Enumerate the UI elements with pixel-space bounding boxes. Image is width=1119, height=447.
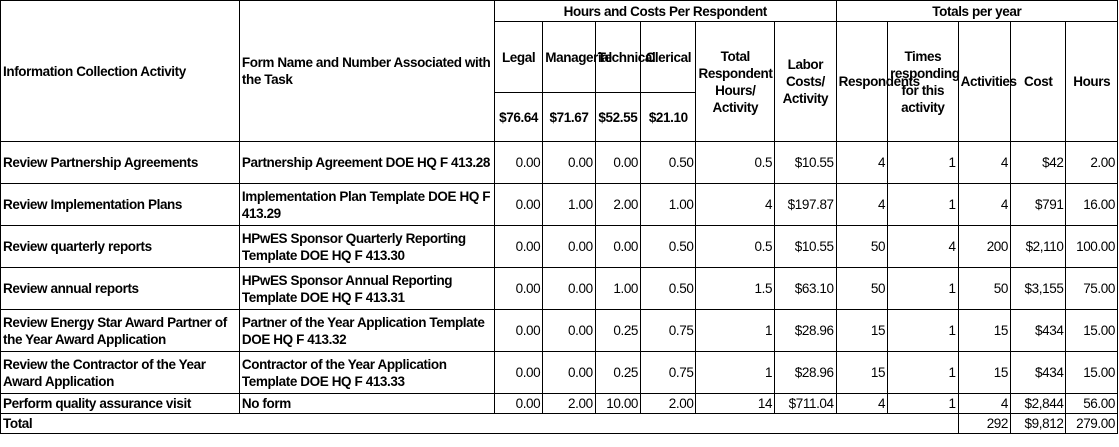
respondents-cell: 4 — [836, 142, 887, 184]
cost-cell: $2,844 — [1011, 394, 1066, 414]
respondents-cell: 50 — [836, 268, 887, 310]
total-hours-cell: 1 — [696, 310, 775, 352]
managerial-cell: 0.00 — [543, 142, 595, 184]
form-cell: No form — [239, 394, 494, 414]
total-hours-cell: 4 — [696, 184, 775, 226]
form-cell: Partner of the Year Application Template DOE HQ F 413.32 — [239, 310, 494, 352]
hours-cell: 16.00 — [1066, 184, 1118, 226]
legal-cell: 0.00 — [494, 310, 542, 352]
header-legal: Legal — [494, 22, 542, 93]
activity-cell: Review Partnership Agreements — [1, 142, 240, 184]
legal-cell: 0.00 — [494, 184, 542, 226]
hours-cell: 75.00 — [1066, 268, 1118, 310]
cost-cell: $42 — [1011, 142, 1066, 184]
labor-costs-cell: $10.55 — [775, 142, 837, 184]
header-clerical: Clerical — [641, 22, 696, 93]
total-hours-cell: 0.5 — [696, 142, 775, 184]
rate-legal: $76.64 — [494, 93, 542, 142]
clerical-cell: 2.00 — [641, 394, 696, 414]
hours-cell: 15.00 — [1066, 310, 1118, 352]
times-cell: 1 — [888, 394, 959, 414]
table-row — [1, 142, 1118, 184]
table-row — [1, 268, 1118, 310]
times-cell: 1 — [888, 184, 959, 226]
labor-costs-cell: $197.87 — [775, 184, 837, 226]
respondents-cell: 4 — [836, 184, 887, 226]
cost-cell: $434 — [1011, 352, 1066, 394]
labor-costs-cell: $10.55 — [775, 226, 837, 268]
activity-cell: Review quarterly reports — [1, 226, 240, 268]
form-cell: Partnership Agreement DOE HQ F 413.28 — [239, 142, 494, 184]
clerical-cell: 0.50 — [641, 268, 696, 310]
cost-cell: $2,110 — [1011, 226, 1066, 268]
labor-costs-cell: $711.04 — [775, 394, 837, 414]
total-activities-cell: 292 — [958, 414, 1010, 434]
header-hours: Hours — [1066, 22, 1118, 142]
technical-cell: 10.00 — [595, 394, 640, 414]
table-row — [1, 352, 1118, 394]
clerical-cell: 0.75 — [641, 310, 696, 352]
header-activity: Information Collection Activity — [1, 1, 240, 142]
total-hours-cell: 14 — [696, 394, 775, 414]
respondents-cell: 50 — [836, 226, 887, 268]
header-times-responding: Times responding for this activity — [888, 22, 959, 142]
times-cell: 1 — [888, 352, 959, 394]
form-cell: Implementation Plan Template DOE HQ F 413.29 — [239, 184, 494, 226]
managerial-cell: 0.00 — [543, 352, 595, 394]
activities-cell: 50 — [958, 268, 1010, 310]
cost-cell: $3,155 — [1011, 268, 1066, 310]
total-label: Total — [1, 414, 959, 434]
header-cost: Cost — [1011, 22, 1066, 142]
table-row — [1, 226, 1118, 268]
respondents-cell: 15 — [836, 310, 887, 352]
clerical-cell: 0.50 — [641, 142, 696, 184]
hours-cell: 100.00 — [1066, 226, 1118, 268]
header-group-totals: Totals per year — [836, 1, 1117, 22]
header-respondents: Respondents — [836, 22, 887, 142]
form-cell: Contractor of the Year Application Template DOE HQ F 413.33 — [239, 352, 494, 394]
times-cell: 1 — [888, 310, 959, 352]
header-managerial: Managerial — [543, 22, 595, 93]
rate-technical: $52.55 — [595, 93, 640, 142]
activities-cell: 4 — [958, 394, 1010, 414]
clerical-cell: 0.75 — [641, 352, 696, 394]
rate-clerical: $21.10 — [641, 93, 696, 142]
managerial-cell: 1.00 — [543, 184, 595, 226]
total-hours-cell: 0.5 — [696, 226, 775, 268]
legal-cell: 0.00 — [494, 394, 542, 414]
hours-cell: 2.00 — [1066, 142, 1118, 184]
legal-cell: 0.00 — [494, 142, 542, 184]
activity-cell: Review Implementation Plans — [1, 184, 240, 226]
header-total-hours: Total Respondent Hours/ Activity — [696, 22, 775, 142]
cost-cell: $434 — [1011, 310, 1066, 352]
total-hours-cell: 279.00 — [1066, 414, 1118, 434]
header-activities: Activities — [958, 22, 1010, 142]
table-row — [1, 310, 1118, 352]
legal-cell: 0.00 — [494, 268, 542, 310]
table-row — [1, 184, 1118, 226]
labor-costs-cell: $63.10 — [775, 268, 837, 310]
legal-cell: 0.00 — [494, 226, 542, 268]
managerial-cell: 0.00 — [543, 310, 595, 352]
times-cell: 1 — [888, 142, 959, 184]
activity-cell: Review annual reports — [1, 268, 240, 310]
total-cost-cell: $9,812 — [1011, 414, 1066, 434]
hours-cell: 56.00 — [1066, 394, 1118, 414]
managerial-cell: 0.00 — [543, 226, 595, 268]
clerical-cell: 1.00 — [641, 184, 696, 226]
technical-cell: 0.25 — [595, 310, 640, 352]
header-form: Form Name and Number Associated with the Task — [239, 1, 494, 142]
technical-cell: 1.00 — [595, 268, 640, 310]
activities-cell: 200 — [958, 226, 1010, 268]
activities-cell: 15 — [958, 310, 1010, 352]
technical-cell: 0.25 — [595, 352, 640, 394]
managerial-cell: 0.00 — [543, 268, 595, 310]
respondents-cell: 4 — [836, 394, 887, 414]
technical-cell: 0.00 — [595, 142, 640, 184]
total-hours-cell: 1 — [696, 352, 775, 394]
clerical-cell: 0.50 — [641, 226, 696, 268]
labor-costs-cell: $28.96 — [775, 352, 837, 394]
legal-cell: 0.00 — [494, 352, 542, 394]
labor-costs-cell: $28.96 — [775, 310, 837, 352]
form-cell: HPwES Sponsor Annual Reporting Template DOE HQ F 413.31 — [239, 268, 494, 310]
activity-cell: Perform quality assurance visit — [1, 394, 240, 414]
hours-cell: 15.00 — [1066, 352, 1118, 394]
table-row — [1, 394, 1118, 414]
technical-cell: 2.00 — [595, 184, 640, 226]
cost-cell: $791 — [1011, 184, 1066, 226]
total-hours-cell: 1.5 — [696, 268, 775, 310]
activities-cell: 4 — [958, 142, 1010, 184]
activity-cell: Review the Contractor of the Year Award Application — [1, 352, 240, 394]
managerial-cell: 2.00 — [543, 394, 595, 414]
times-cell: 4 — [888, 226, 959, 268]
header-group-hours: Hours and Costs Per Respondent — [494, 1, 836, 22]
activity-cell: Review Energy Star Award Partner of the Year Award Application — [1, 310, 240, 352]
form-cell: HPwES Sponsor Quarterly Reporting Template DOE HQ F 413.30 — [239, 226, 494, 268]
total-row — [1, 414, 1118, 434]
header-technical: Technical — [595, 22, 640, 93]
respondents-cell: 15 — [836, 352, 887, 394]
technical-cell: 0.00 — [595, 226, 640, 268]
times-cell: 1 — [888, 268, 959, 310]
activities-cell: 4 — [958, 184, 1010, 226]
rate-managerial: $71.67 — [543, 93, 595, 142]
activities-cell: 15 — [958, 352, 1010, 394]
header-labor-costs: Labor Costs/ Activity — [775, 22, 837, 142]
